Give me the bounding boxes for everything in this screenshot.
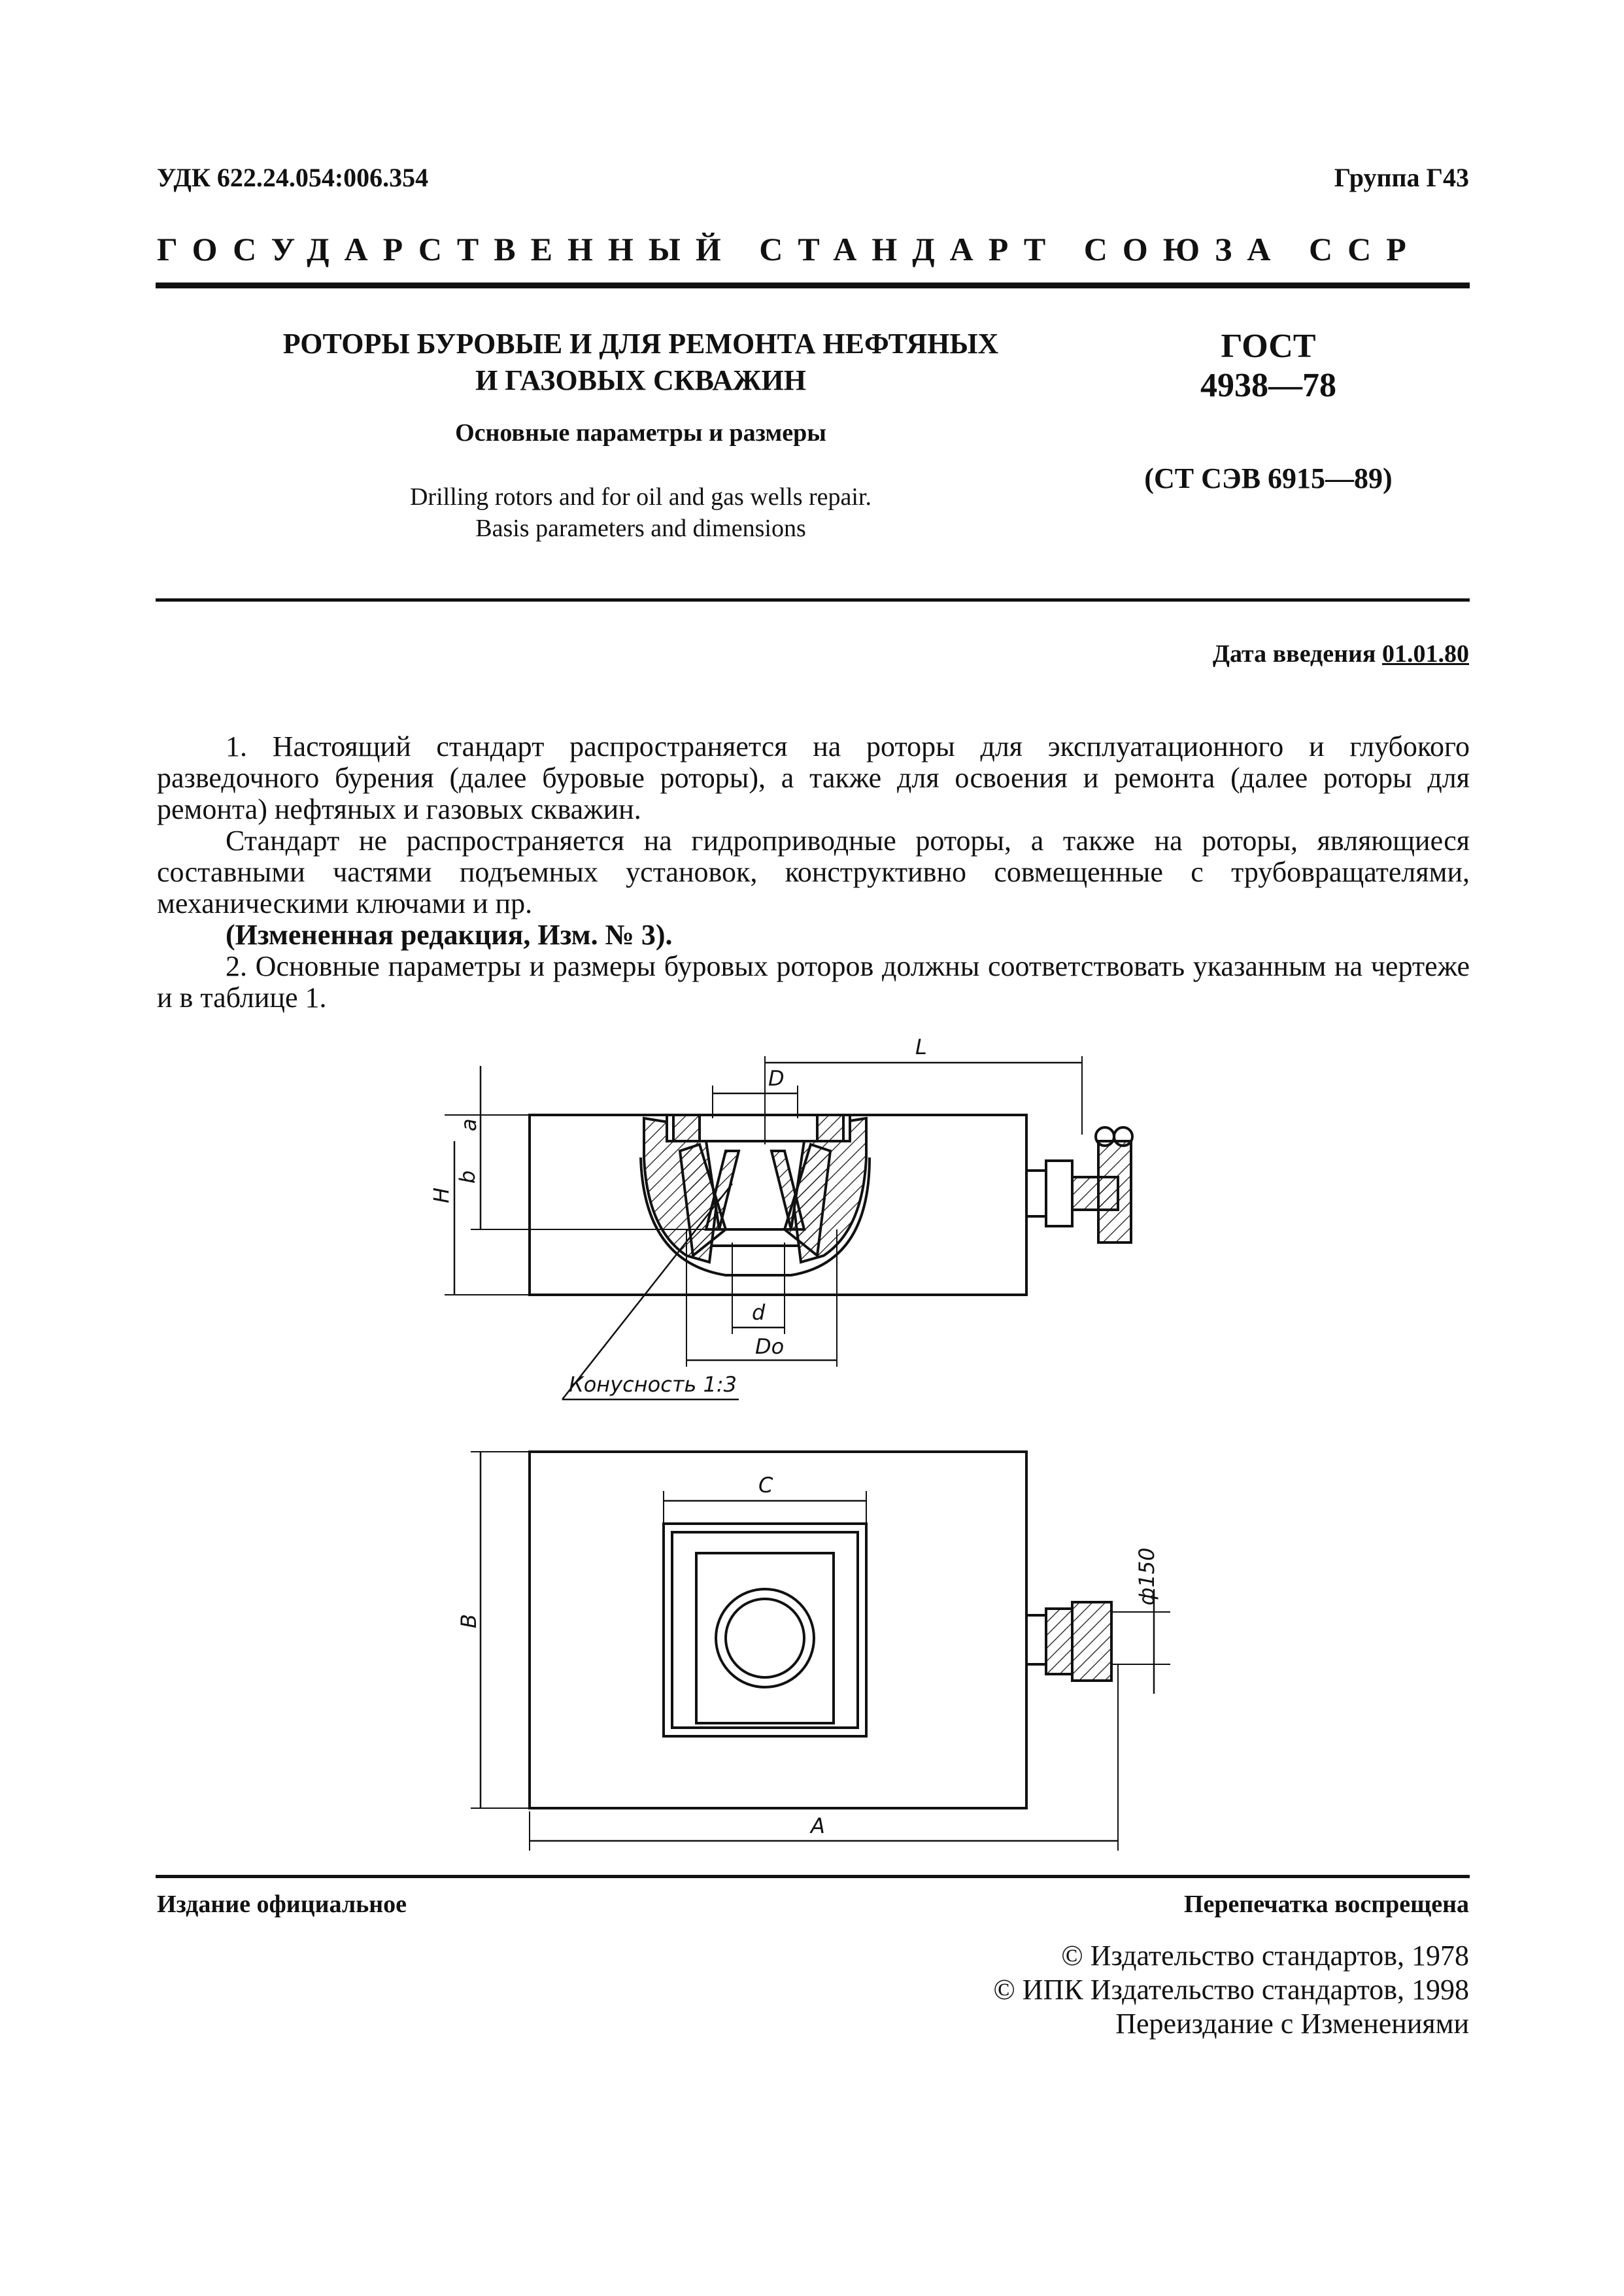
sev-reference: (СТ СЭВ 6915—89) xyxy=(1144,462,1393,494)
english-title-line-2: Basis parameters and dimensions xyxy=(475,515,806,542)
reissue-note: Переиздание с Изменениями xyxy=(1115,2008,1469,2040)
label-L: L xyxy=(915,1035,927,1059)
body-text xyxy=(157,731,1470,1014)
label-B: B xyxy=(456,1614,481,1628)
gost-number: 4938—78 xyxy=(1200,367,1336,404)
label-b: b xyxy=(455,1170,480,1184)
label-C: C xyxy=(758,1473,773,1498)
copyright-block xyxy=(993,1939,1469,2041)
english-title xyxy=(216,481,1066,544)
copyright-1978: © Издательство стандартов, 1978 xyxy=(1061,1940,1469,1972)
gost-block xyxy=(1131,327,1406,495)
udk-code: УДК 622.24.054:006.354 xyxy=(157,163,429,192)
title-line-1: РОТОРЫ БУРОВЫЕ И ДЛЯ РЕМОНТА НЕФТЯНЫХ xyxy=(282,328,999,360)
label-H: H xyxy=(429,1187,454,1203)
paragraph-2: Стандарт не распространяется на гидроприводные роторы, а также на роторы, являющиеся составными частями подъемных установок, конструктивно совмещенные с трубовращателями, механическими ключами и пр. xyxy=(157,825,1470,919)
label-A: A xyxy=(811,1813,825,1838)
group-code: Группа Г43 xyxy=(1334,163,1469,192)
label-D: D xyxy=(768,1066,785,1091)
copyright-1998: © ИПК Издательство стандартов, 1998 xyxy=(993,1974,1469,2006)
english-title-line-1: Drilling rotors and for oil and gas wells repair. xyxy=(409,483,871,511)
label-phi150: ф150 xyxy=(1134,1547,1159,1605)
amendment-note: (Измененная редакция, Изм. № 3). xyxy=(226,919,673,951)
label-Do: Do xyxy=(755,1334,785,1359)
footer-rule xyxy=(156,1875,1470,1878)
official-edition: Издание официальное xyxy=(157,1891,407,1918)
label-taper: Конусность 1:3 xyxy=(569,1372,737,1397)
reprint-prohibited: Перепечатка воспрещена xyxy=(1183,1891,1469,1918)
plan-view-body xyxy=(530,1452,1026,1808)
paragraph-3: 2. Основные параметры и размеры буровых роторов должны соответствовать указанным на чертеже и в таблице 1. xyxy=(157,950,1470,1014)
state-standard-heading: ГОСУДАРСТВЕННЫЙ СТАНДАРТ СОЮЗА ССР xyxy=(157,231,1421,267)
effective-date-value: 01.01.80 xyxy=(1382,640,1469,668)
effective-date xyxy=(1213,640,1469,668)
header-rule xyxy=(156,283,1470,288)
paragraph-1: 1. Настоящий стандарт распространяется на роторы для эксплуатационного и глубокого разведочного бурения (далее буровые роторы), а также для освоения и ремонта (далее роторы для ремонта) нефтяных и газовых скважин. xyxy=(157,730,1470,825)
title-block xyxy=(216,326,1066,544)
title-line-2: И ГАЗОВЫХ СКВАЖИН xyxy=(475,364,806,396)
label-d: d xyxy=(752,1300,766,1325)
subtitle: Основные параметры и размеры xyxy=(455,419,826,447)
effective-date-label: Дата введения xyxy=(1212,640,1376,668)
gost-word: ГОСТ xyxy=(1221,328,1316,365)
label-a: a xyxy=(456,1118,481,1131)
title-rule xyxy=(156,598,1470,602)
rotor-technical-drawing xyxy=(418,1020,1177,1864)
